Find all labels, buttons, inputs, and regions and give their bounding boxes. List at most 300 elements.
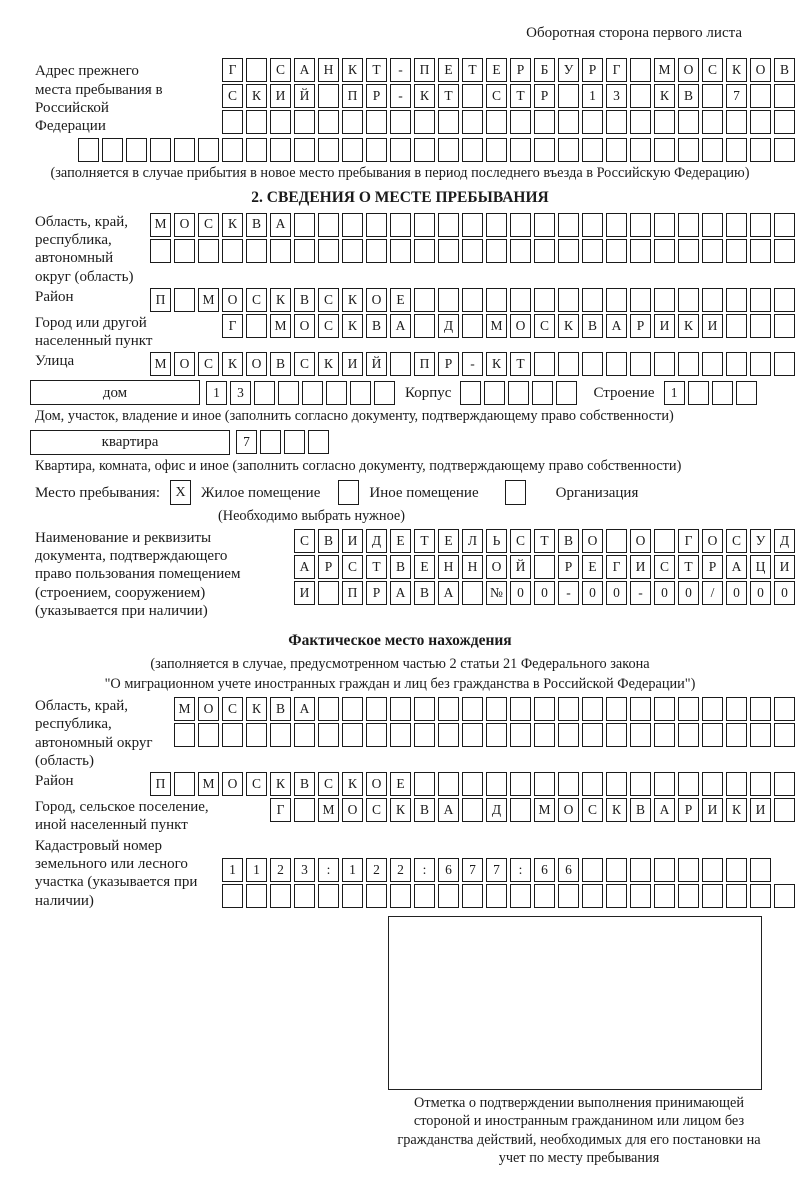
char-cell [390,697,411,721]
char-cell [774,288,795,312]
region-row-1 [147,213,795,237]
char-cell [102,138,123,162]
char-cell: П [150,772,171,796]
apartment-cells [233,430,329,454]
char-cell [438,138,459,162]
char-cell: О [222,288,243,312]
char-cell [342,110,363,134]
char-cell: 0 [606,581,627,605]
char-cell [630,110,651,134]
char-cell [606,110,627,134]
region-label: Область, край, республика, автономный округ (область) [35,213,134,285]
city-block [0,314,800,351]
char-cell: Е [390,529,411,553]
stroenie-label: Строение [593,384,655,401]
stroenie-cells [661,381,757,405]
char-cell: Г [678,529,699,553]
char-cell: Е [438,529,459,553]
char-cell [688,381,709,405]
char-cell [606,697,627,721]
house-box: дом [30,380,200,405]
char-cell: О [582,529,603,553]
char-cell: № [486,581,507,605]
char-cell [462,723,483,747]
char-cell [438,110,459,134]
char-cell: К [654,84,675,108]
char-cell [174,288,195,312]
char-cell [342,213,363,237]
char-cell [278,381,299,405]
char-cell: Е [438,58,459,82]
char-cell: С [534,314,555,338]
char-cell [318,138,339,162]
char-cell [462,314,483,338]
char-cell [534,884,555,908]
char-cell: У [750,529,771,553]
char-cell [630,213,651,237]
checkbox-residential: X [170,480,191,505]
char-cell [198,723,219,747]
actual-district-row [147,772,795,796]
char-cell [534,723,555,747]
char-cell [302,381,323,405]
char-cell: Г [222,58,243,82]
char-cell: О [630,529,651,553]
char-cell: Е [390,288,411,312]
char-cell [510,110,531,134]
char-cell: С [510,529,531,553]
char-cell [414,723,435,747]
char-cell [582,772,603,796]
char-cell [462,772,483,796]
char-cell [582,213,603,237]
char-cell: М [198,288,219,312]
char-cell [460,381,481,405]
char-cell: / [702,581,723,605]
char-cell [534,772,555,796]
char-cell [678,772,699,796]
char-cell: О [174,352,195,376]
char-cell: Е [414,555,435,579]
char-cell [750,213,771,237]
char-cell [774,213,795,237]
char-cell [654,723,675,747]
char-cell: О [702,529,723,553]
char-cell [750,239,771,263]
char-cell: Р [366,84,387,108]
char-cell [774,723,795,747]
char-cell [390,110,411,134]
char-cell: И [342,352,363,376]
char-cell [294,723,315,747]
char-cell: : [318,858,339,882]
char-cell [630,352,651,376]
char-cell: О [750,58,771,82]
stay-type-caption: (Необходимо выбрать нужное) [218,508,406,525]
char-cell: К [270,772,291,796]
char-cell: - [558,581,579,605]
char-cell [654,529,675,553]
char-cell [414,138,435,162]
char-cell [246,110,267,134]
char-cell [558,772,579,796]
char-cell [150,239,171,263]
stamp-caption: Отметка о подтверждении выполнения принимающей стороной и иностранным гражданином или лицом без гражданства действий, необходимых для его постановки на учет по месту пребывания [397,1094,761,1166]
stay-type-line [0,480,800,505]
char-cell [438,288,459,312]
char-cell [222,723,243,747]
char-cell: Е [486,58,507,82]
document-block [0,529,800,620]
char-cell [366,884,387,908]
char-cell: А [438,581,459,605]
char-cell: В [630,798,651,822]
char-cell [582,138,603,162]
char-cell: 7 [486,858,507,882]
char-cell [702,213,723,237]
char-cell [702,858,723,882]
char-cell [174,138,195,162]
char-cell [630,723,651,747]
char-cell [462,697,483,721]
char-cell [774,884,795,908]
char-cell: А [726,555,747,579]
char-cell [606,884,627,908]
char-cell: С [246,288,267,312]
char-cell [254,381,275,405]
actual-region-block [0,697,800,770]
char-cell [374,381,395,405]
char-cell [390,884,411,908]
char-cell: Р [582,58,603,82]
char-cell: : [414,858,435,882]
char-cell: М [486,314,507,338]
apartment-caption: Квартира, комната, офис и иное (заполнить согласно документу, подтверждающему право собственности) [35,457,682,474]
char-cell [532,381,553,405]
char-cell: Д [366,529,387,553]
char-cell [774,697,795,721]
char-cell: 1 [664,381,685,405]
char-cell [558,239,579,263]
char-cell: М [534,798,555,822]
char-cell [294,798,315,822]
char-cell [702,239,723,263]
char-cell: Г [222,314,243,338]
char-cell [462,884,483,908]
char-cell: К [246,84,267,108]
char-cell: 1 [222,858,243,882]
actual-region-row-1 [171,697,795,721]
char-cell: Т [366,58,387,82]
street-row [147,352,795,376]
char-cell: В [318,529,339,553]
char-cell: 7 [726,84,747,108]
char-cell [318,239,339,263]
char-cell [726,288,747,312]
char-cell: Р [366,581,387,605]
char-cell [174,723,195,747]
char-cell: П [150,288,171,312]
char-cell: 0 [750,581,771,605]
char-cell [270,884,291,908]
char-cell [726,239,747,263]
char-cell [558,288,579,312]
char-cell [318,110,339,134]
char-cell: Т [510,84,531,108]
char-cell: К [270,288,291,312]
char-cell: К [246,697,267,721]
checkbox-other-premises [338,480,359,505]
district-row [147,288,795,312]
prev-address-row-1 [219,58,795,82]
actual-region-row-2 [171,723,795,747]
char-cell [486,723,507,747]
char-cell [726,352,747,376]
char-cell [510,138,531,162]
char-cell [462,288,483,312]
char-cell [350,381,371,405]
checkbox-organization [505,480,526,505]
char-cell [582,110,603,134]
char-cell: С [702,58,723,82]
char-cell [582,239,603,263]
cadastral-row-1 [219,858,795,882]
char-cell: К [342,772,363,796]
char-cell: С [486,84,507,108]
char-cell [678,239,699,263]
char-cell [366,110,387,134]
document-row-3 [291,581,795,605]
char-cell [726,697,747,721]
char-cell [726,723,747,747]
char-cell [486,288,507,312]
char-cell [414,314,435,338]
char-cell: Р [678,798,699,822]
actual-district-block [0,772,800,796]
char-cell: В [246,213,267,237]
char-cell: - [390,84,411,108]
char-cell: М [150,213,171,237]
char-cell [486,697,507,721]
char-cell [414,110,435,134]
char-cell: О [486,555,507,579]
stay-type-label: Место пребывания: [35,484,160,501]
char-cell: М [150,352,171,376]
char-cell [318,884,339,908]
char-cell [246,314,267,338]
char-cell [630,697,651,721]
char-cell: К [342,58,363,82]
char-cell [270,110,291,134]
char-cell: О [198,697,219,721]
char-cell [438,772,459,796]
char-cell: - [390,58,411,82]
char-cell: О [294,314,315,338]
char-cell [462,798,483,822]
char-cell [774,772,795,796]
char-cell [414,697,435,721]
section2-heading: 2. СВЕДЕНИЯ О МЕСТЕ ПРЕБЫВАНИЯ [251,188,549,206]
char-cell: Н [462,555,483,579]
char-cell [702,697,723,721]
char-cell: 2 [270,858,291,882]
char-cell [534,213,555,237]
char-cell: И [774,555,795,579]
char-cell [246,884,267,908]
document-row-1 [291,529,795,553]
actual-city-label: Город, сельское поселение, иной населенный пункт [35,799,209,834]
char-cell: А [294,58,315,82]
char-cell [462,213,483,237]
char-cell [510,213,531,237]
char-cell [198,239,219,263]
char-cell [150,138,171,162]
char-cell: С [198,213,219,237]
char-cell: 0 [726,581,747,605]
char-cell [534,138,555,162]
char-cell [318,697,339,721]
char-cell [750,84,771,108]
char-cell [484,381,505,405]
city-row [219,314,795,338]
char-cell [198,138,219,162]
actual-region-rows [171,697,795,749]
char-cell: К [414,84,435,108]
char-cell: М [174,697,195,721]
char-cell [702,884,723,908]
char-cell [438,239,459,263]
char-cell: С [294,352,315,376]
char-cell [534,110,555,134]
char-cell: В [558,529,579,553]
char-cell [222,138,243,162]
char-cell [126,138,147,162]
char-cell [294,138,315,162]
char-cell [774,239,795,263]
stamp-box [388,916,762,1090]
region-row-2 [147,239,795,263]
char-cell [774,138,795,162]
char-cell [558,723,579,747]
char-cell: А [606,314,627,338]
char-cell: - [630,581,651,605]
char-cell [318,581,339,605]
char-cell [246,723,267,747]
char-cell [702,110,723,134]
char-cell [678,697,699,721]
char-cell: О [510,314,531,338]
char-cell [318,723,339,747]
char-cell [750,314,771,338]
char-cell [486,138,507,162]
char-cell [582,884,603,908]
char-cell [774,352,795,376]
char-cell [702,772,723,796]
char-cell [174,239,195,263]
document-rows [291,529,795,607]
char-cell [654,772,675,796]
char-cell: В [774,58,795,82]
char-cell: 0 [534,581,555,605]
actual-location-caption-2: "О миграционном учете иностранных граждан и лиц без гражданства в Российской Федерации") [104,675,696,692]
option-organization-label: Организация [555,484,639,501]
char-cell: К [342,314,363,338]
char-cell [438,723,459,747]
char-cell: И [702,314,723,338]
char-cell [654,213,675,237]
char-cell [606,858,627,882]
char-cell: А [438,798,459,822]
char-cell: С [582,798,603,822]
char-cell [246,58,267,82]
char-cell: М [654,58,675,82]
char-cell [462,84,483,108]
char-cell [390,352,411,376]
char-cell [606,529,627,553]
char-cell: Й [510,555,531,579]
apartment-box: квартира [30,430,230,455]
char-cell [414,288,435,312]
char-cell [246,138,267,162]
char-cell: А [390,314,411,338]
char-cell [654,884,675,908]
char-cell: Т [438,84,459,108]
char-cell [462,581,483,605]
char-cell: Р [702,555,723,579]
prev-address-block [0,58,800,136]
char-cell: О [366,288,387,312]
char-cell: О [222,772,243,796]
actual-city-row [267,798,795,822]
char-cell: Р [510,58,531,82]
char-cell: В [414,798,435,822]
char-cell [606,352,627,376]
char-cell [774,798,795,822]
char-cell [556,381,577,405]
char-cell [654,110,675,134]
prev-address-row-2 [219,84,795,108]
char-cell [750,858,771,882]
char-cell [510,723,531,747]
actual-city-block [0,798,800,835]
char-cell: С [342,555,363,579]
char-cell [270,723,291,747]
char-cell [462,239,483,263]
char-cell: В [582,314,603,338]
korpus-cells [457,381,577,405]
char-cell [390,138,411,162]
char-cell: В [678,84,699,108]
char-cell [726,314,747,338]
char-cell [414,213,435,237]
char-cell [654,697,675,721]
stamp-area [388,916,770,1167]
char-cell [630,858,651,882]
char-cell: А [294,697,315,721]
prev-address-caption: (заполняется в случае прибытия в новое место пребывания в период последнего въезда в Российскую Федерацию) [50,165,750,182]
char-cell: И [630,555,651,579]
char-cell [702,84,723,108]
char-cell [558,884,579,908]
char-cell: Т [678,555,699,579]
char-cell: М [198,772,219,796]
apartment-line [0,430,800,455]
char-cell: С [654,555,675,579]
char-cell: М [270,314,291,338]
char-cell: Т [462,58,483,82]
cadastral-rows [219,858,795,910]
option-other-premises-label: Иное помещение [369,484,479,501]
